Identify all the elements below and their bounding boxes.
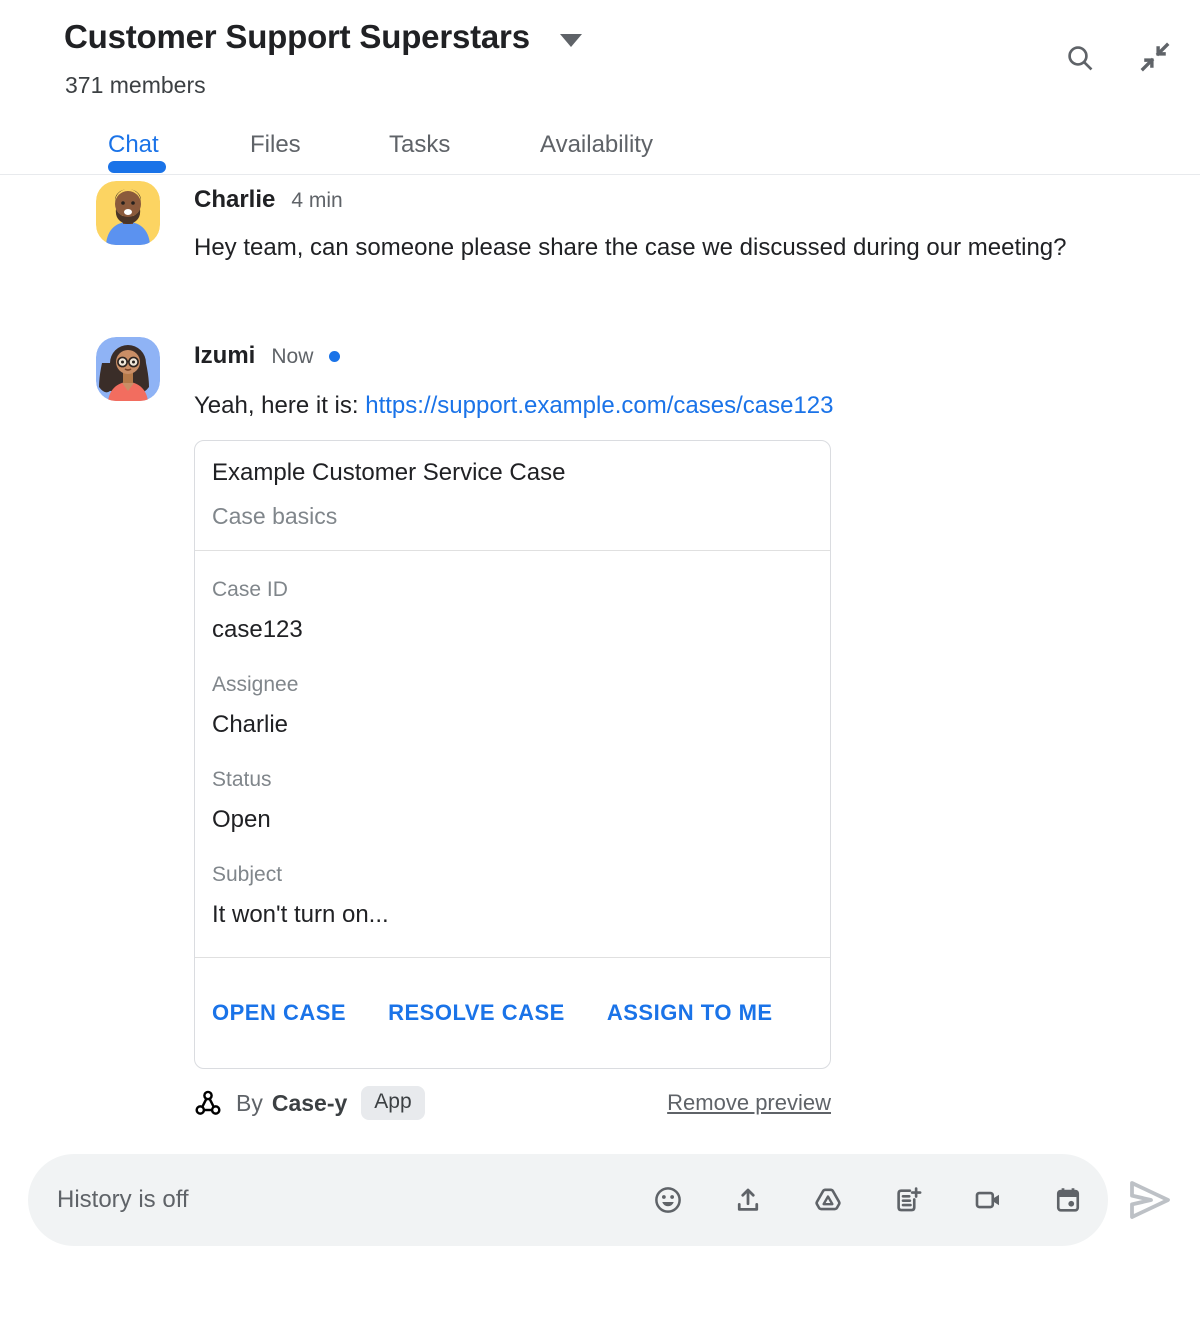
avatar-charlie[interactable]	[96, 181, 160, 245]
active-tab-indicator	[108, 161, 166, 173]
message-time: Now	[271, 345, 314, 368]
resolve-case-button[interactable]: RESOLVE CASE	[388, 1000, 565, 1025]
send-icon[interactable]	[1126, 1178, 1174, 1222]
card-fields	[195, 551, 830, 958]
field-case-id	[212, 577, 813, 644]
emoji-icon[interactable]	[653, 1185, 683, 1215]
field-label: Status	[212, 768, 272, 791]
field-label: Assignee	[212, 673, 299, 696]
message-header	[194, 342, 340, 370]
message-text: Hey team, can someone please share the case we discussed during our meeting?	[194, 234, 1067, 261]
header-divider	[0, 174, 1200, 175]
field-value: Open	[212, 806, 271, 833]
webhook-icon	[194, 1089, 222, 1117]
member-count: 371 members	[65, 72, 206, 98]
message-input[interactable]	[57, 1154, 637, 1246]
add-note-icon[interactable]	[893, 1185, 923, 1215]
tab-chat[interactable]: Chat	[108, 131, 159, 158]
tab-availability[interactable]: Availability	[540, 131, 653, 158]
author-name: Izumi	[194, 342, 256, 369]
message-composer	[28, 1154, 1108, 1246]
card-attribution	[194, 1086, 831, 1120]
field-label: Case ID	[212, 578, 288, 601]
avatar-izumi[interactable]	[96, 337, 160, 401]
room-title: Customer Support Superstars	[64, 18, 530, 55]
tab-tasks[interactable]: Tasks	[389, 131, 451, 158]
remove-preview-link[interactable]: Remove preview	[667, 1090, 831, 1115]
field-status	[212, 767, 813, 834]
drive-icon[interactable]	[813, 1185, 843, 1215]
card-title: Example Customer Service Case	[212, 459, 566, 486]
tab-files[interactable]: Files	[250, 131, 301, 158]
message-text	[194, 386, 833, 426]
field-subject	[212, 862, 813, 929]
collapse-icon[interactable]	[1138, 40, 1172, 74]
case-link[interactable]: https://support.example.com/cases/case123	[365, 392, 834, 419]
field-value: It won't turn on...	[212, 901, 389, 928]
message-time: 4 min	[291, 189, 343, 212]
message-text-prefix: Yeah, here it is:	[194, 392, 366, 419]
card-subtitle: Case basics	[212, 503, 338, 529]
by-label: By	[236, 1089, 263, 1116]
field-value: Charlie	[212, 711, 289, 738]
open-case-button[interactable]: OPEN CASE	[212, 1000, 347, 1025]
assign-to-me-button[interactable]: ASSIGN TO ME	[606, 1000, 773, 1025]
card-actions	[195, 958, 830, 1068]
app-badge: App	[361, 1086, 424, 1120]
field-assignee	[212, 672, 813, 739]
unread-dot	[329, 351, 340, 362]
app-name: Case-y	[271, 1089, 348, 1116]
message-header	[194, 186, 343, 214]
video-icon[interactable]	[973, 1185, 1003, 1215]
author-name: Charlie	[194, 186, 276, 213]
upload-icon[interactable]	[733, 1185, 763, 1215]
search-icon[interactable]	[1064, 42, 1096, 74]
card-header	[195, 441, 830, 551]
room-header	[64, 18, 582, 56]
chevron-down-icon[interactable]	[560, 34, 582, 47]
field-label: Subject	[212, 863, 283, 886]
case-card	[194, 440, 831, 1069]
calendar-icon[interactable]	[1053, 1185, 1083, 1215]
field-value: case123	[212, 616, 303, 643]
